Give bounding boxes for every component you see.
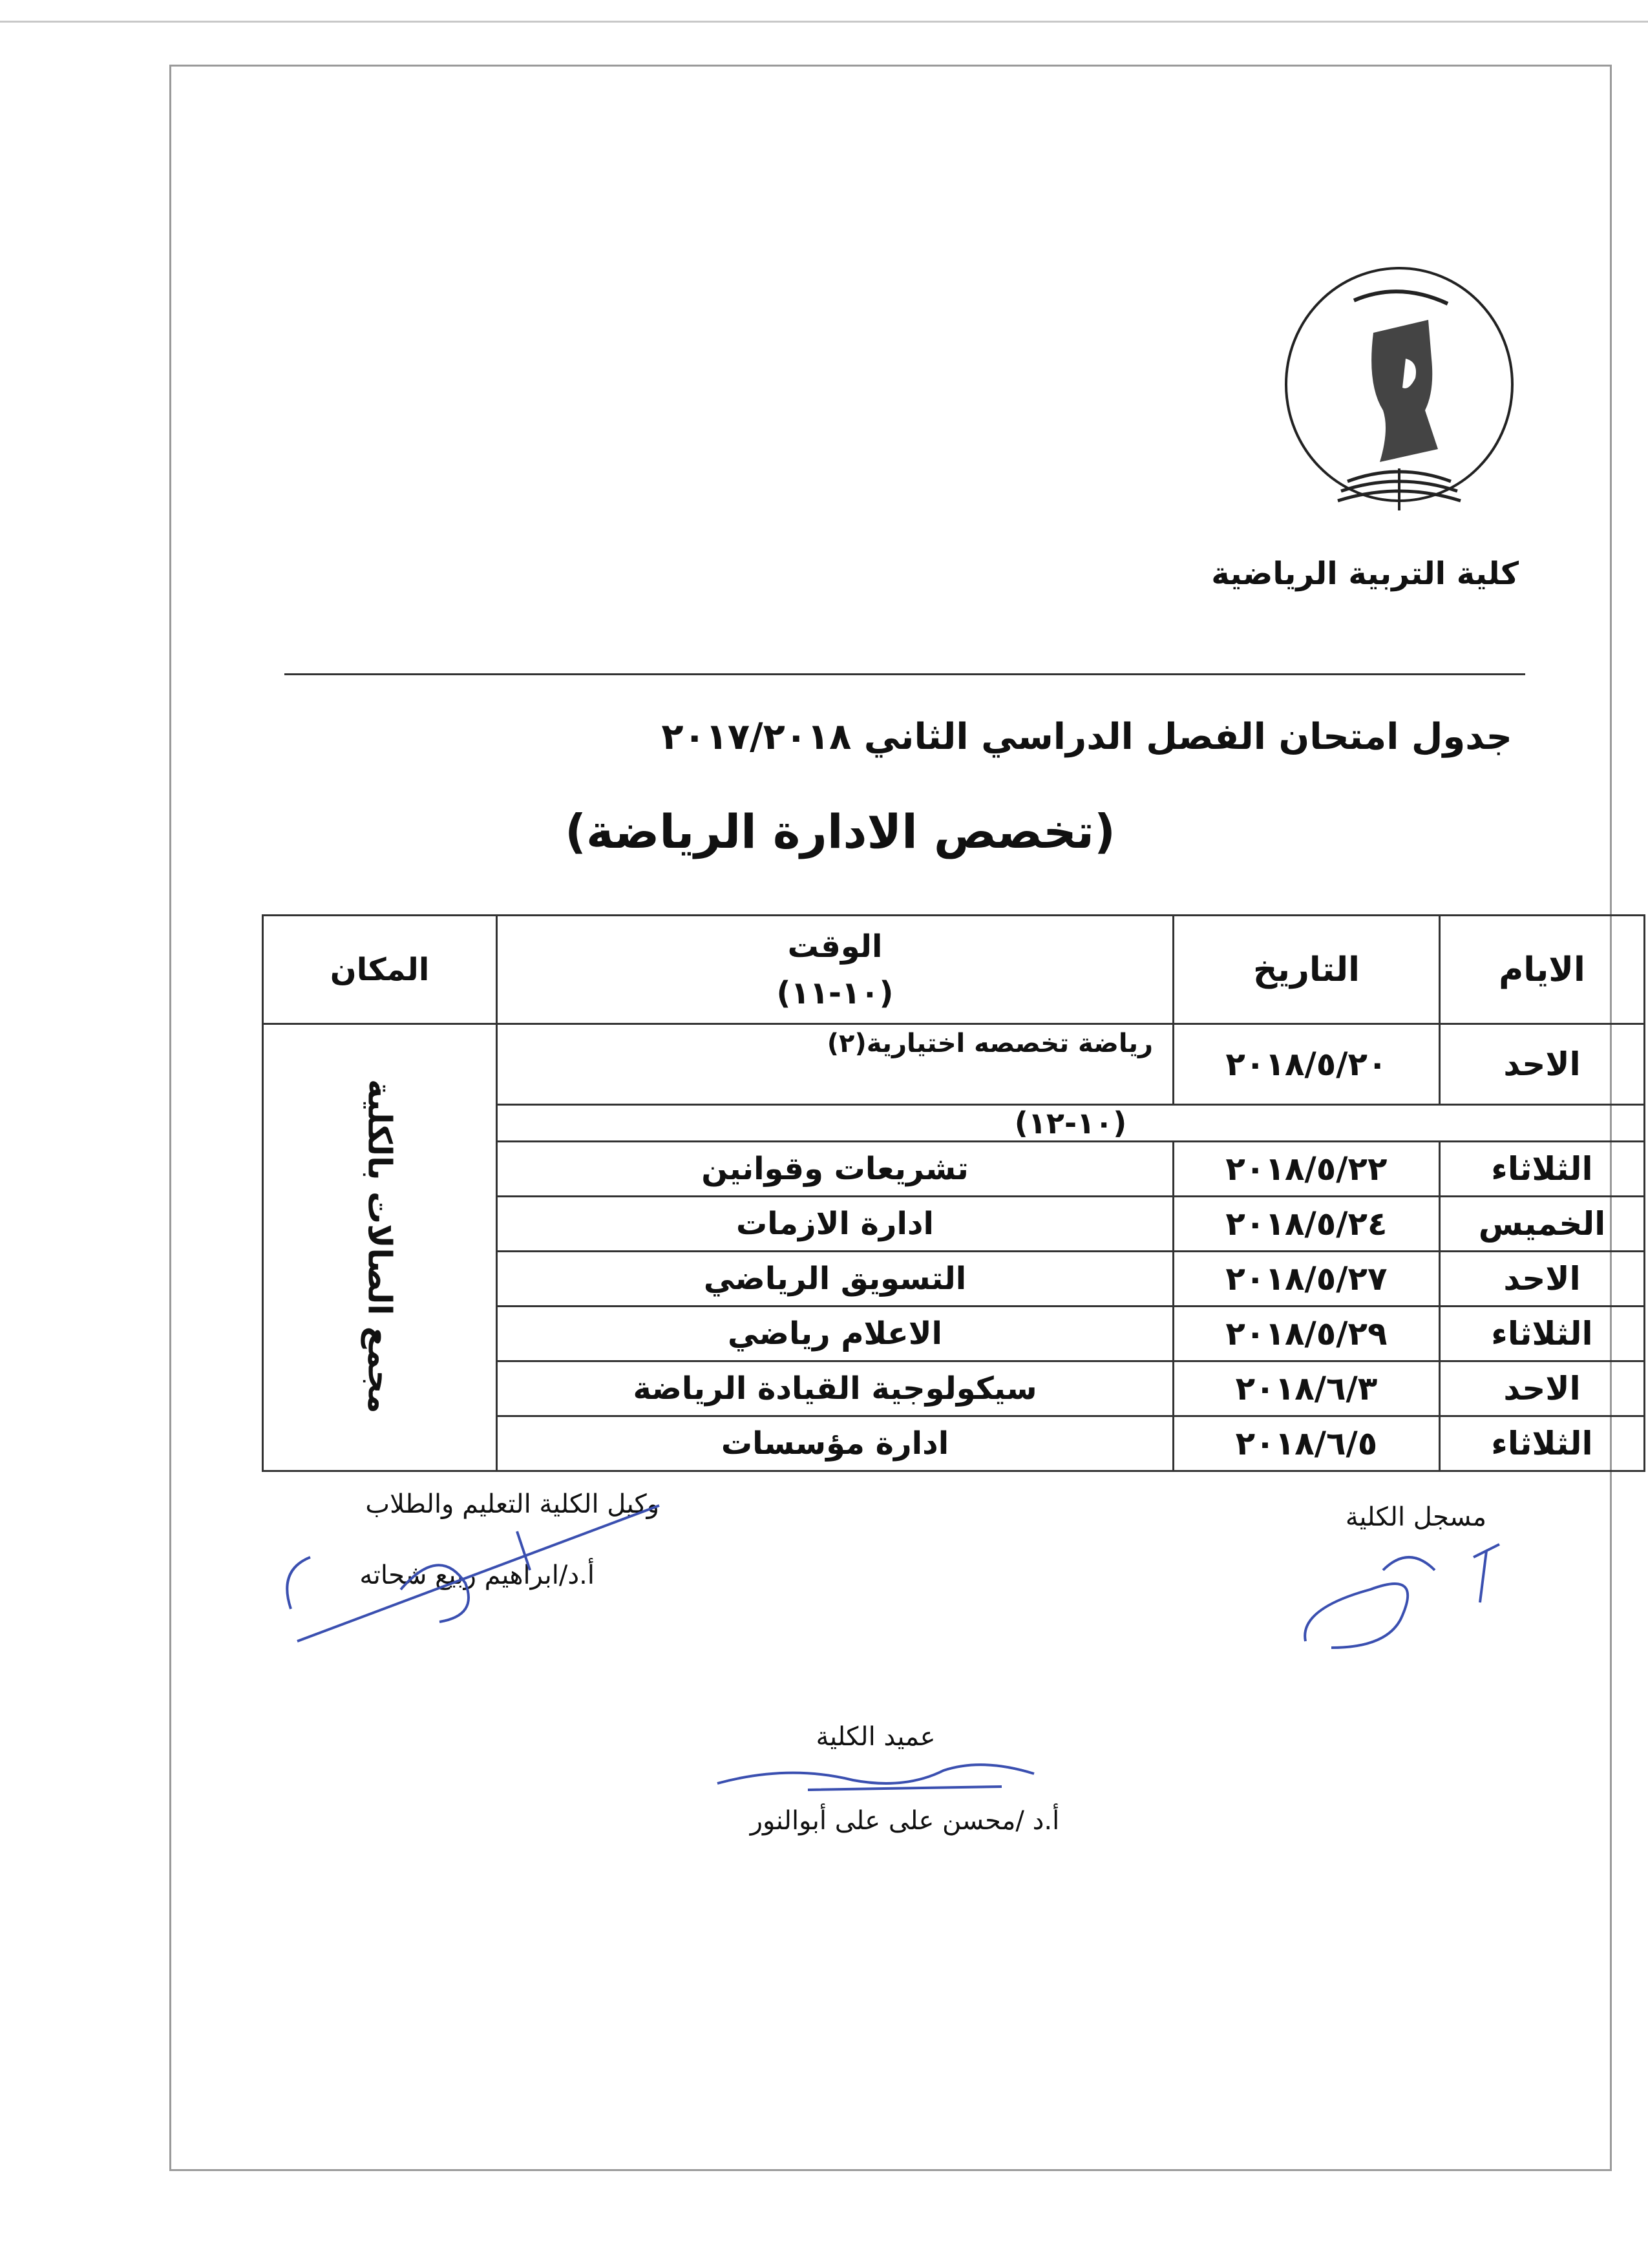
header-date: التاريخ bbox=[1174, 916, 1440, 1024]
header-time-range: (١٠-١١) bbox=[776, 974, 894, 1011]
exam-title: جدول امتحان الفصل الدراسي الثاني ٢٠١٧/٢٠١٨ bbox=[661, 716, 1512, 758]
place-cell bbox=[263, 1024, 497, 1471]
header-place: المكان bbox=[263, 916, 497, 1024]
row-subject: ادارة مؤسسات bbox=[497, 1416, 1174, 1471]
time-range-value: (١٠-١٢) bbox=[497, 1105, 1645, 1142]
row-subject: التسويق الرياضي bbox=[497, 1252, 1174, 1307]
vice-dean-title: وكيل الكلية التعليم والطلاب bbox=[365, 1489, 659, 1519]
row-subject: الاعلام رياضي bbox=[497, 1307, 1174, 1361]
exam-schedule-table bbox=[262, 914, 1645, 1472]
place-value: مجمع الصالات بالكلية bbox=[361, 1078, 399, 1414]
row-day: الثلاثاء bbox=[1440, 1307, 1645, 1361]
dean-name: أ.د /محسن على على أبوالنور bbox=[750, 1806, 1060, 1836]
table-header-row bbox=[263, 916, 1645, 1024]
row-day: الخميس bbox=[1440, 1197, 1645, 1252]
registrar-signature bbox=[1293, 1531, 1519, 1661]
scan-edge-line bbox=[0, 21, 1648, 23]
college-name: كلية التربية الرياضية bbox=[1211, 556, 1519, 592]
row-day: الثلاثاء bbox=[1440, 1416, 1645, 1471]
vice-dean-name: أ.د/ابراهيم ربيع شحاته bbox=[359, 1560, 595, 1590]
row-day: الاحد bbox=[1440, 1024, 1645, 1105]
row-subject: رياضة تخصصه اختيارية(٢) bbox=[497, 1024, 1174, 1105]
row-date: ٢٠١٨/٥/٢٤ bbox=[1174, 1197, 1440, 1252]
exam-subtitle: (تخصص الادارة الرياضة) bbox=[565, 804, 1115, 859]
row-subject: ادارة الازمات bbox=[497, 1197, 1174, 1252]
row-day: الاحد bbox=[1440, 1361, 1645, 1416]
dean-title: عميد الكلية bbox=[816, 1722, 936, 1752]
row-date: ٢٠١٨/٥/٢٩ bbox=[1174, 1307, 1440, 1361]
row-day: الاحد bbox=[1440, 1252, 1645, 1307]
row-subject: تشريعات وقوانين bbox=[497, 1142, 1174, 1197]
row-date: ٢٠١٨/٦/٣ bbox=[1174, 1361, 1440, 1416]
row-date: ٢٠١٨/٦/٥ bbox=[1174, 1416, 1440, 1471]
row-date: ٢٠١٨/٥/٢٢ bbox=[1174, 1142, 1440, 1197]
row-day: الثلاثاء bbox=[1440, 1142, 1645, 1197]
dean-signature bbox=[711, 1745, 1047, 1809]
row-date: ٢٠١٨/٥/٢٠ bbox=[1174, 1024, 1440, 1105]
header-divider bbox=[284, 673, 1525, 675]
header-day: الايام bbox=[1440, 916, 1645, 1024]
row-date: ٢٠١٨/٥/٢٧ bbox=[1174, 1252, 1440, 1307]
vice-dean-signature bbox=[271, 1493, 672, 1648]
university-logo bbox=[1276, 255, 1522, 527]
registrar-title: مسجل الكلية bbox=[1345, 1502, 1486, 1532]
row-subject: سيكولوجية القيادة الرياضة bbox=[497, 1361, 1174, 1416]
header-time bbox=[497, 916, 1174, 1024]
header-time-label: الوقت bbox=[787, 928, 883, 965]
table-row bbox=[263, 1024, 1645, 1105]
